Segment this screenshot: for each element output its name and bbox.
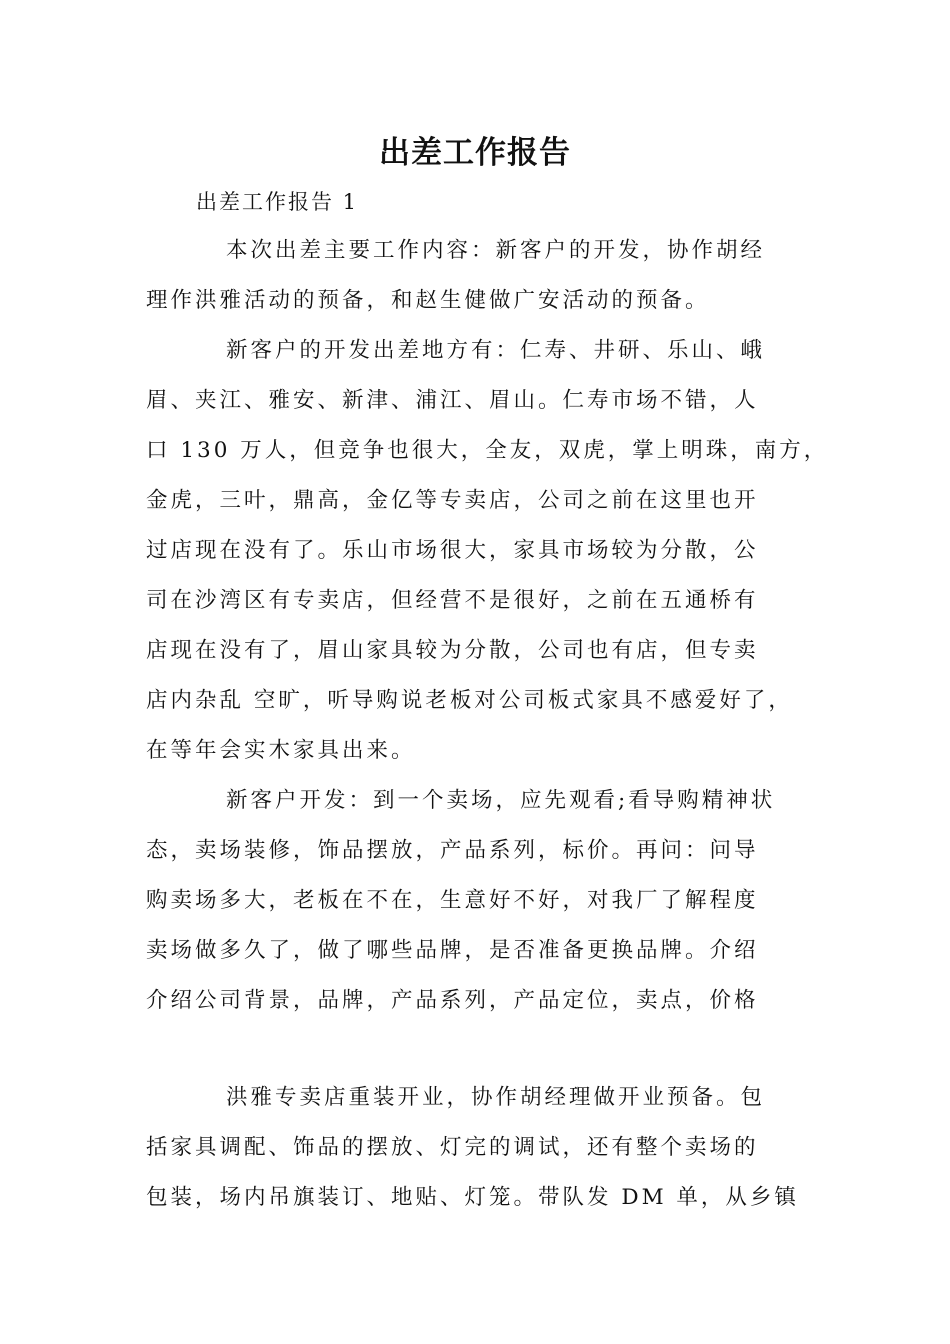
paragraph-line: 金虎，三叶，鼎高，金亿等专卖店，公司之前在这里也开 — [146, 488, 759, 513]
paragraph-line: 过店现在没有了。乐山市场很大，家具市场较为分散，公 — [146, 538, 759, 563]
document-subtitle: 出差工作报告 1 — [196, 190, 359, 214]
paragraph-line: 包装，场内吊旗装订、地贴、灯笼。带队发 DM 单，从乡镇 — [146, 1185, 799, 1210]
paragraph-line: 店现在没有了，眉山家具较为分散，公司也有店，但专卖 — [146, 638, 759, 663]
paragraph-line: 卖场做多久了，做了哪些品牌，是否准备更换品牌。介绍 — [146, 938, 759, 963]
paragraph-line: 理作洪雅活动的预备，和赵生健做广安活动的预备。 — [146, 288, 710, 313]
paragraph-line: 介绍公司背景，品牌，产品系列，产品定位，卖点，价格 — [146, 988, 759, 1013]
paragraph-line: 括家具调配、饰品的摆放、灯完的调试，还有整个卖场的 — [146, 1135, 759, 1160]
paragraph-line: 新客户的开发出差地方有：仁寿、井研、乐山、峨 — [226, 338, 766, 363]
paragraph-line: 眉、夹江、雅安、新津、浦江、眉山。仁寿市场不错，人 — [146, 388, 759, 413]
paragraph-line: 口 130 万人，但竞争也很大，全友，双虎，掌上明珠，南方， — [146, 438, 829, 463]
paragraph-line: 在等年会实木家具出来。 — [146, 738, 416, 763]
document-title: 出差工作报告 — [379, 135, 571, 171]
paragraph-line: 新客户开发：到一个卖场，应先观看;看导购精神状 — [226, 788, 776, 813]
paragraph-line: 态，卖场装修，饰品摆放，产品系列，标价。再问：问导 — [146, 838, 759, 863]
paragraph-line: 购卖场多大，老板在不在，生意好不好，对我厂了解程度 — [146, 888, 759, 913]
paragraph-line: 本次出差主要工作内容：新客户的开发，协作胡经 — [226, 238, 766, 263]
paragraph-line: 司在沙湾区有专卖店，但经营不是很好，之前在五通桥有 — [146, 588, 759, 613]
paragraph-line: 店内杂乱 空旷，听导购说老板对公司板式家具不感爱好了， — [146, 688, 793, 713]
paragraph-line: 洪雅专卖店重装开业，协作胡经理做开业预备。包 — [226, 1085, 766, 1110]
